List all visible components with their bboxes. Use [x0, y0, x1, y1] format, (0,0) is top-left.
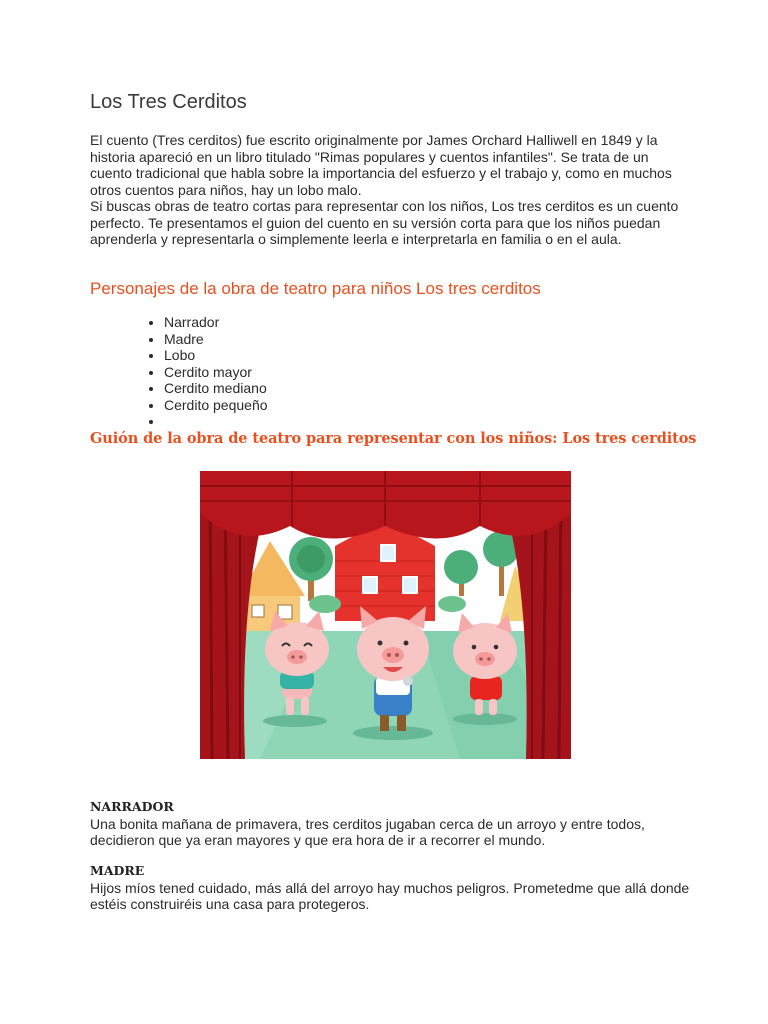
document-title: Los Tres Cerditos: [90, 91, 247, 113]
list-item: • Cerdito pequeño: [164, 397, 268, 414]
intro-paragraph: El cuento (Tres cerditos) fue escrito originalmente por James Orchard Halliwell en 1849 y la historia apareció en un libro titulado "Rimas populares y cuentos infantiles". Se trata de un cuento tradicional que habla sobre la importancia del esfuerzo y el trabajo y, como en muchos otros cuentos para niños, hay un lobo malo.: [90, 132, 672, 198]
list-item: [164, 413, 268, 430]
list-item: • Madre: [164, 331, 268, 348]
list-item: • Narrador: [164, 314, 268, 331]
stage-illustration: [200, 471, 571, 759]
list-item: • Cerdito mediano: [164, 380, 268, 397]
speaker-line: Una bonita mañana de primavera, tres cerditos jugaban cerca de un arroyo y entre todos, decidieron que ya eran mayores y que era hora de ir a recorrer el mundo.: [90, 815, 645, 848]
intro-text: [90, 132, 680, 248]
characters-list: [124, 314, 268, 430]
list-item: • Cerdito mayor: [164, 364, 268, 381]
speaker-name: MADRE: [90, 863, 145, 878]
intro-paragraph: Si buscas obras de teatro cortas para representar con los niños, Los tres cerditos es un cuento perfecto. Te presentamos el guion del cuento en su versión corta para que los niños puedan aprenderla y representarla o simplemente leerla e interpretarla en familia o en el aula.: [90, 198, 679, 247]
script-block-madre: [90, 863, 690, 913]
characters-heading: Personajes de la obra de teatro para niños Los tres cerditos: [90, 279, 541, 298]
speaker-name: NARRADOR: [90, 799, 174, 814]
script-heading: Guión de la obra de teatro para representar con los niños: Los tres cerditos: [90, 430, 697, 447]
script-block-narrador: [90, 799, 690, 849]
list-item: • Lobo: [164, 347, 268, 364]
speaker-line: Hijos míos tened cuidado, más allá del arroyo hay muchos peligros. Prometedme que allá donde estéis construiréis una casa para protegeros.: [90, 879, 690, 912]
